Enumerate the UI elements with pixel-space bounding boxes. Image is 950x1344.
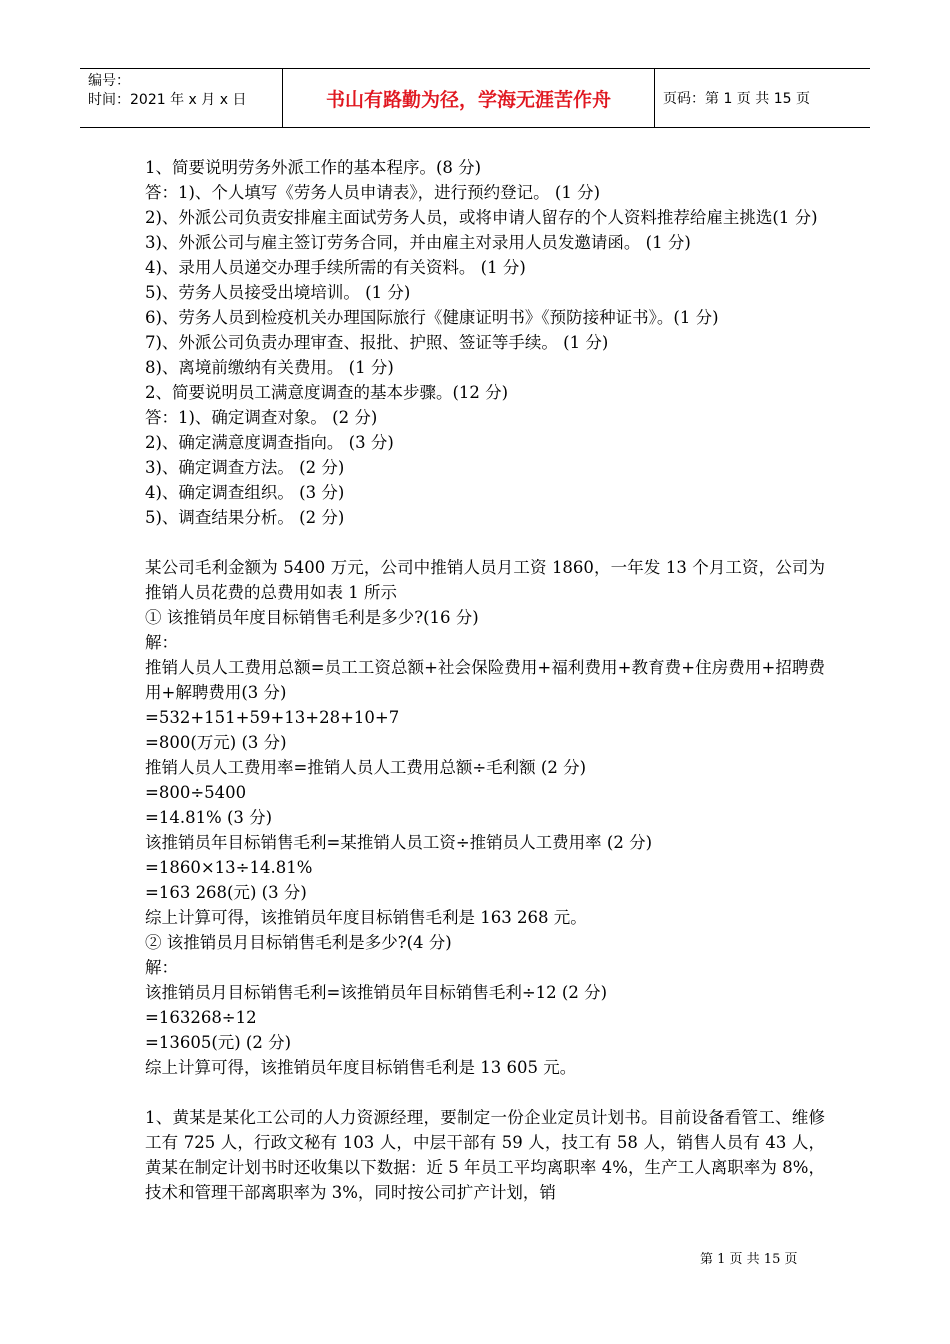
text-line: =800(万元) (3 分) [145,733,287,752]
text-line: 综上计算可得，该推销员年度目标销售毛利是 13 605 元。 [145,1058,577,1077]
text-line: =14.81% (3 分) [145,808,273,827]
text-line: 答：1)、确定调查对象。 (2 分) [145,408,378,427]
text-line: 5)、调查结果分析。 (2 分) [145,508,345,527]
text-line: =1860×13÷14.81% [145,858,313,877]
text-line: 某公司毛利金额为 5400 万元，公司中推销人员月工资 1860，一年发 13 个月工资，公司为推销人员花费的总费用如表 1 所示 [145,558,825,602]
text-line: 答：1)、个人填写《劳务人员申请表》，进行预约登记。 (1 分) [145,183,601,202]
text-line: 3)、确定调查方法。 (2 分) [145,458,345,477]
text-line: 3)、外派公司与雇主签订劳务合同，并由雇主对录用人员发邀请函。 (1 分) [145,233,691,252]
text-line: =163268÷12 [145,1008,257,1027]
text-line: 该推销员月目标销售毛利=该推销员年目标销售毛利÷12 (2 分) [145,983,608,1002]
page-footer: 第 1 页 共 15 页 [700,1252,798,1267]
text-line: 5)、劳务人员接受出境培训。 (1 分) [145,283,411,302]
document-time: 时间：2021 年 x 月 x 日 [88,92,247,108]
text-line: ① 该推销员年度目标销售毛利是多少?(16 分) [145,608,479,627]
text-line: 推销人员人工费用总额=员工工资总额+社会保险费用+福利费用+教育费+住房费用+招聘费用+解聘费用(3 分) [145,658,825,702]
text-line: =163 268(元) (3 分) [145,883,307,902]
text-line: 解： [145,958,178,977]
text-line: 2、简要说明员工满意度调查的基本步骤。(12 分) [145,383,509,402]
text-line: =800÷5400 [145,783,247,802]
text-line: =13605(元) (2 分) [145,1033,292,1052]
text-line: 推销人员人工费用率=推销人员人工费用总额÷毛利额 (2 分) [145,758,587,777]
text-line: 2)、确定满意度调查指向。 (3 分) [145,433,394,452]
text-line: 6)、劳务人员到检疫机关办理国际旅行《健康证明书》《预防接种证书》。(1 分) [145,308,719,327]
document-number: 编号： [88,73,130,89]
paragraph-gap [145,530,825,555]
text-line: 4)、确定调查组织。 (3 分) [145,483,345,502]
text-line: 解： [145,633,178,652]
text-line: =532+151+59+13+28+10+7 [145,708,400,727]
text-line: 2)、外派公司负责安排雇主面试劳务人员，或将申请人留存的个人资料推荐给雇主挑选(1 分) [145,208,818,227]
header-page-number: 页码：第 1 页 共 15 页 [663,91,810,107]
text-line: ② 该推销员月目标销售毛利是多少?(4 分) [145,933,452,952]
page-header [80,68,870,128]
paragraph-gap [145,1080,825,1105]
text-line: 8)、离境前缴纳有关费用。 (1 分) [145,358,394,377]
header-info [80,69,282,127]
text-line: 1、简要说明劳务外派工作的基本程序。(8 分) [145,158,482,177]
document-body [145,155,825,1205]
text-line: 1、黄某是某化工公司的人力资源经理，要制定一份企业定员计划书。目前设备看管工、维修工有 725 人，行政文秘有 103 人，中层干部有 59 人，技工有 58 人，销售人员有 43 人，黄某在制定计划书时还收集以下数据：近 5 年员工平均离职率 4%，生产工人离职率为 8%，技术和管理干部离职率为 3%，同时按公司扩产计划，销 [145,1108,825,1202]
text-line: 该推销员年目标销售毛利=某推销人员工资÷推销员人工费用率 (2 分) [145,833,653,852]
text-line: 4)、录用人员递交办理手续所需的有关资料。 (1 分) [145,258,526,277]
text-line: 综上计算可得，该推销员年度目标销售毛利是 163 268 元。 [145,908,587,927]
header-motto: 书山有路勤为径，学海无涯苦作舟 [282,69,655,127]
text-line: 7)、外派公司负责办理审查、报批、护照、签证等手续。 (1 分) [145,333,609,352]
